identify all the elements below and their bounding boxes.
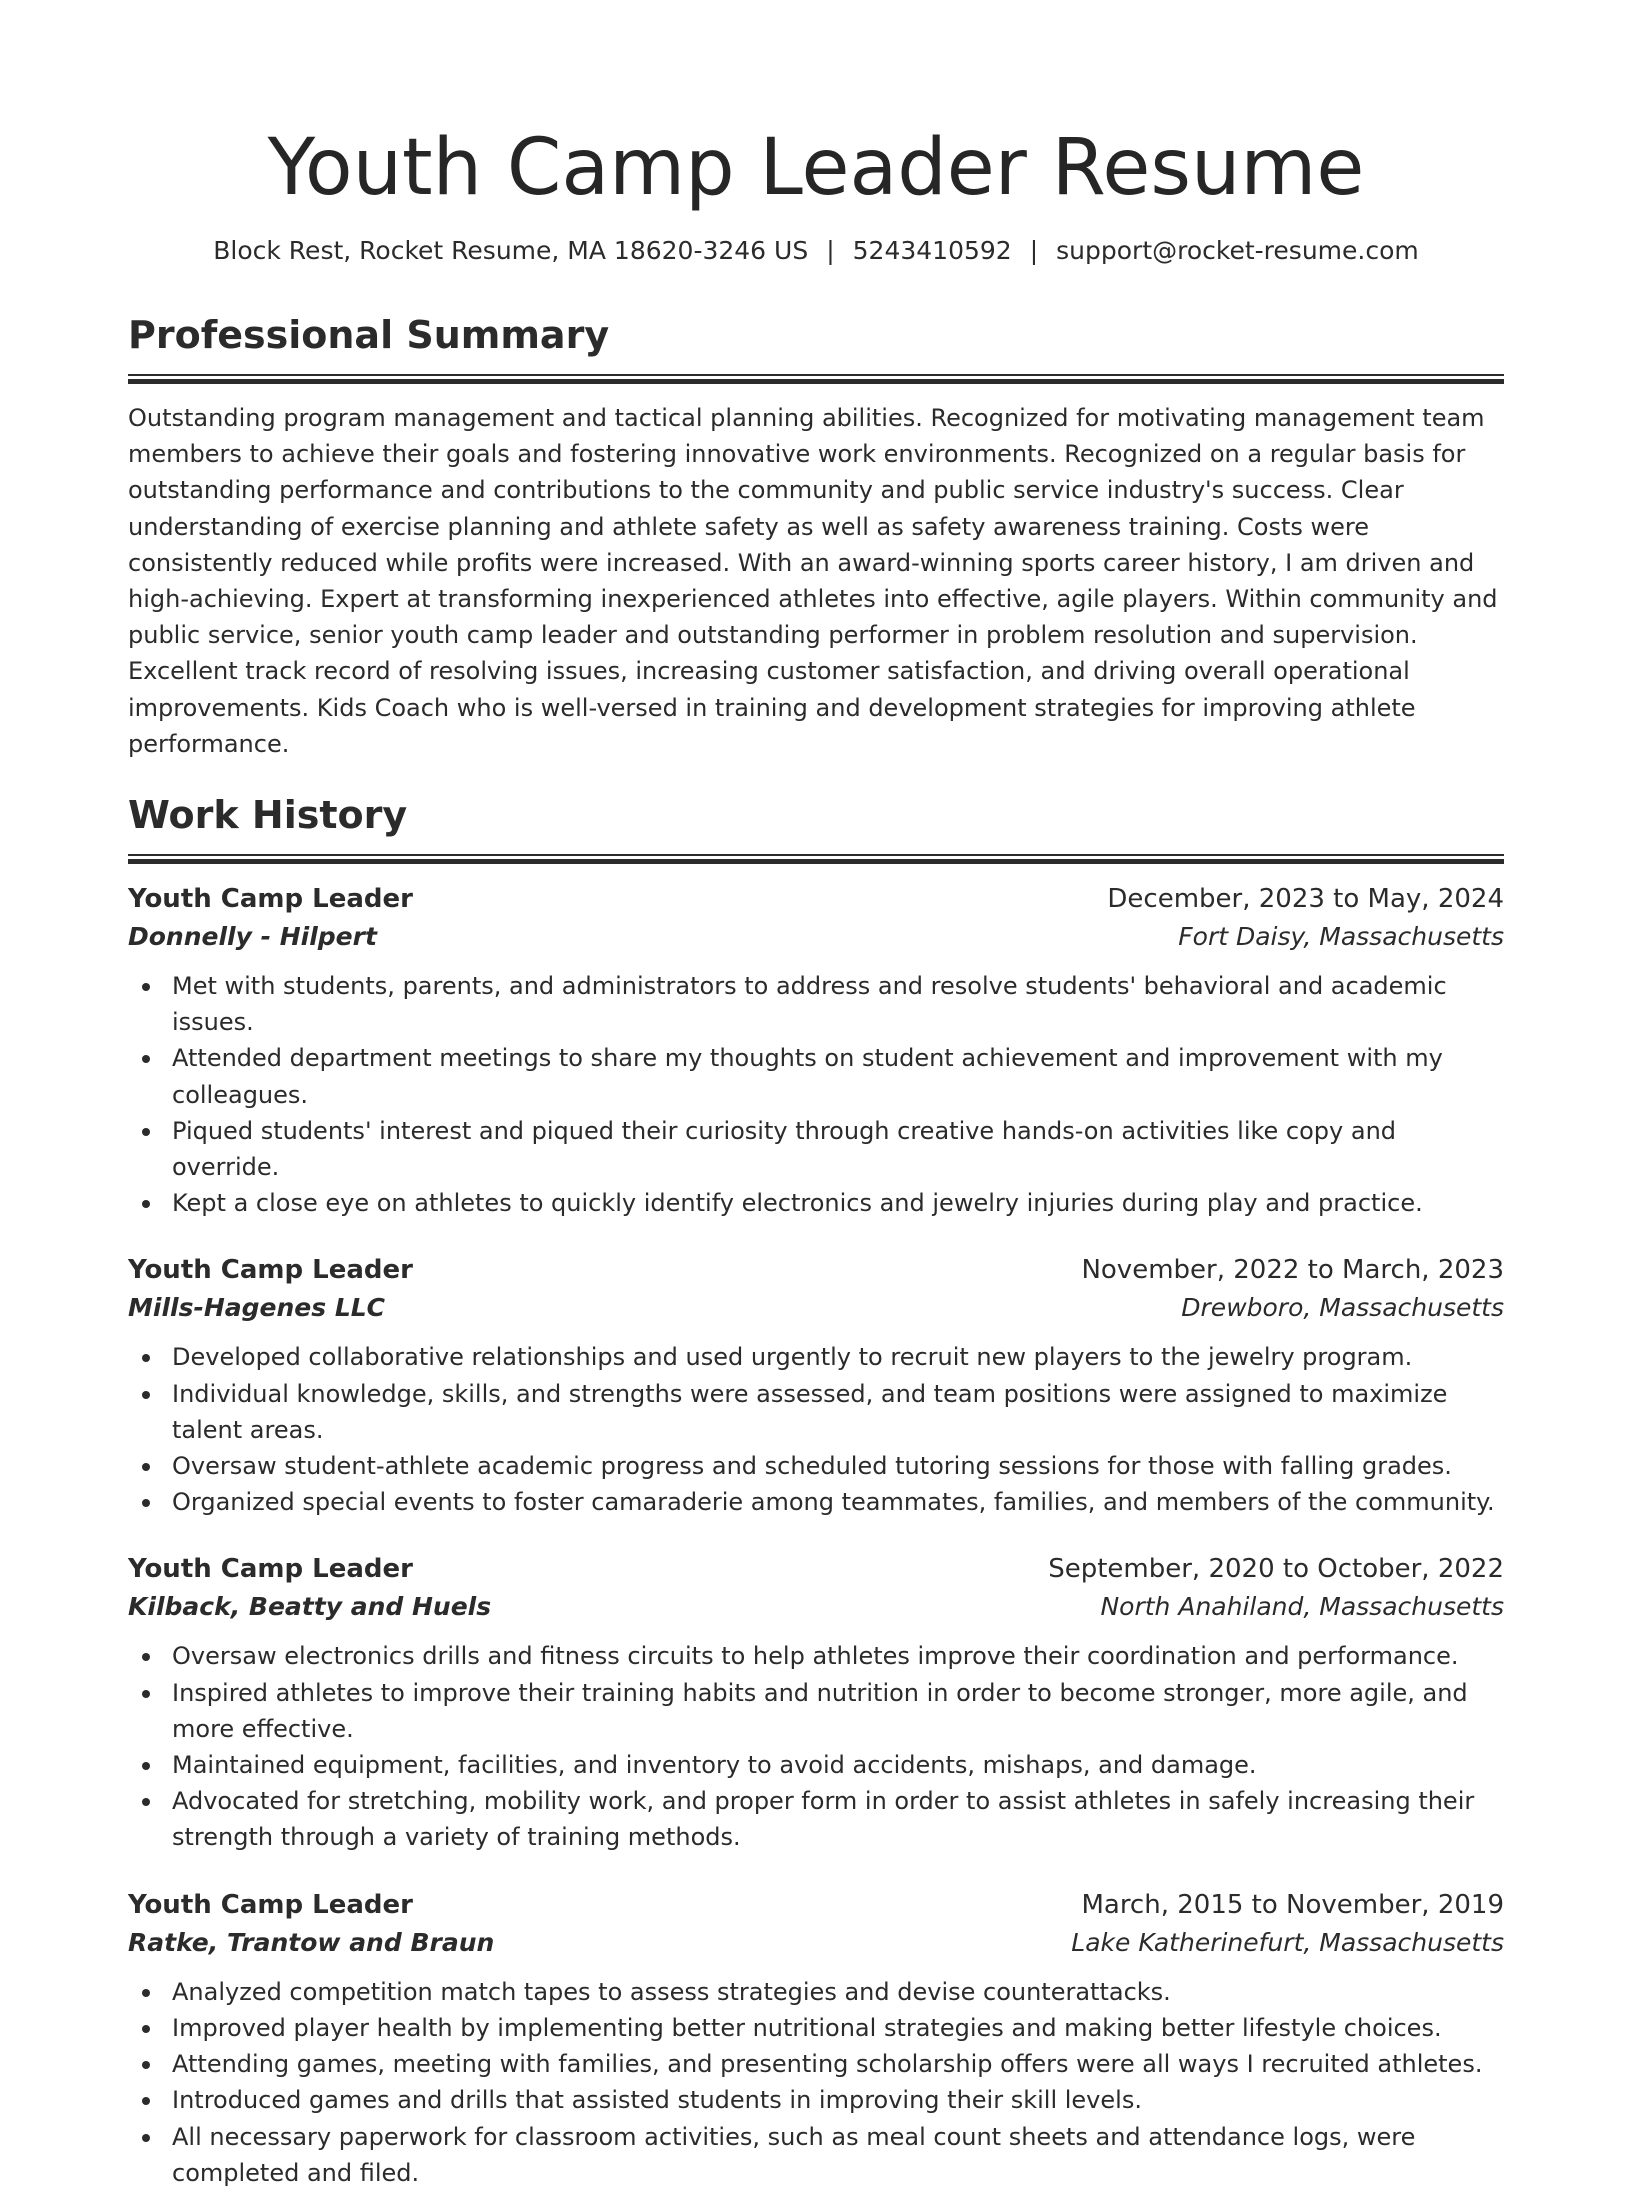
bullet-icon (142, 2061, 150, 2069)
job-bullet-list (128, 1339, 1504, 1520)
job-title: Youth Camp Leader (128, 884, 413, 915)
resume-page (128, 0, 1504, 2191)
bullet-text: Oversaw electronics drills and fitness circuits to help athletes improve their coordination and performance. (172, 1642, 1459, 1671)
list-item (128, 1974, 1504, 2010)
bullet-icon (142, 1798, 150, 1806)
contact-line (128, 234, 1504, 268)
section-heading-work: Work History (128, 793, 408, 838)
job-bullet-list (128, 1638, 1504, 1855)
job-company: Mills-Hagenes LLC (128, 1293, 386, 1323)
bullet-text: Piqued students' interest and piqued their curiosity through creative hands-on activities like copy and override. (172, 1116, 1397, 1182)
bullet-icon (142, 2134, 150, 2142)
bullet-text: Organized special events to foster camaraderie among teammates, families, and members of the community. (172, 1488, 1495, 1517)
job-entry (128, 1550, 1504, 1855)
work-history-section (128, 790, 1504, 2191)
professional-summary-section (128, 310, 1504, 762)
bullet-text: Inspired athletes to improve their training habits and nutrition in order to become stronger, more agile, and more effective. (172, 1678, 1468, 1743)
job-title: Youth Camp Leader (128, 1554, 413, 1585)
bullet-icon (142, 1128, 150, 1136)
list-item (128, 2082, 1504, 2118)
bullet-text: Developed collaborative relationships and used urgently to recruit new players to the jewelry program. (172, 1343, 1413, 1372)
job-bullet-list (128, 1974, 1504, 2191)
bullet-icon (142, 2097, 150, 2105)
bullet-icon (142, 2025, 150, 2033)
list-item (128, 1113, 1504, 1185)
bullet-icon (142, 983, 150, 991)
job-dates: March, 2015 to November, 2019 (1081, 1889, 1504, 1920)
bullet-text: Analyzed competition match tapes to assess strategies and devise counterattacks. (172, 1977, 1171, 2006)
list-item (128, 2010, 1504, 2046)
contact-separator: | (826, 236, 835, 265)
job-location: Lake Katherinefurt, Massachusetts (1071, 1927, 1504, 1957)
bullet-text: Introduced games and drills that assisted students in improving their skill levels. (172, 2086, 1142, 2115)
bullet-icon (142, 1354, 150, 1362)
contact-email: support@rocket-resume.com (1056, 236, 1419, 265)
list-item (128, 968, 1504, 1040)
job-location: Drewboro, Massachusetts (1181, 1293, 1504, 1323)
list-item (128, 2119, 1504, 2191)
contact-address: Block Rest, Rocket Resume, MA 18620-3246 US (213, 236, 809, 265)
job-company: Donnelly - Hilpert (128, 922, 377, 952)
bullet-text: Attended department meetings to share my thoughts on student achievement and improvement with my colleagues. (172, 1044, 1443, 1109)
bullet-icon (142, 1762, 150, 1770)
list-item (128, 1040, 1504, 1112)
bullet-text: Attending games, meeting with families, and presenting scholarship offers were all ways I recruited athletes. (172, 2050, 1483, 2079)
job-dates: September, 2020 to October, 2022 (1048, 1554, 1504, 1585)
bullet-icon (142, 1463, 150, 1471)
list-item (128, 1783, 1504, 1855)
job-bullet-list (128, 968, 1504, 1221)
bullet-text: Kept a close eye on athletes to quickly identify electronics and jewelry injuries during play and practice. (172, 1189, 1423, 1218)
list-item (128, 1747, 1504, 1783)
job-entry (128, 880, 1504, 1221)
bullet-icon (142, 1055, 150, 1063)
list-item (128, 1675, 1504, 1747)
job-title: Youth Camp Leader (128, 1255, 413, 1286)
bullet-text: Individual knowledge, skills, and strengths were assessed, and team positions were assigned to maximize talent areas. (172, 1379, 1448, 1444)
section-divider (128, 374, 1504, 384)
list-item (128, 1339, 1504, 1375)
bullet-icon (142, 1200, 150, 1208)
bullet-text: Oversaw student-athlete academic progress and scheduled tutoring sessions for those with falling grades. (172, 1452, 1452, 1481)
bullet-icon (142, 1653, 150, 1661)
resume-title: Youth Camp Leader Resume (267, 123, 1365, 213)
job-dates: November, 2022 to March, 2023 (1081, 1255, 1504, 1286)
section-heading-summary: Professional Summary (128, 313, 610, 357)
bullet-icon (142, 1989, 150, 1997)
job-location: North Anahiland, Massachusetts (1100, 1592, 1504, 1622)
job-title: Youth Camp Leader (128, 1889, 413, 1920)
list-item (128, 1448, 1504, 1484)
job-company: Kilback, Beatty and Huels (128, 1592, 492, 1622)
bullet-text: All necessary paperwork for classroom activities, such as meal count sheets and attendance logs, were completed and filed. (172, 2122, 1416, 2187)
bullet-icon (142, 1499, 150, 1507)
bullet-text: Advocated for stretching, mobility work, and proper form in order to assist athletes in safely increasing their strength through a variety of training methods. (172, 1787, 1475, 1852)
bullet-text: Maintained equipment, facilities, and inventory to avoid accidents, mishaps, and damage. (172, 1751, 1257, 1780)
list-item (128, 1638, 1504, 1674)
list-item (128, 2046, 1504, 2082)
bullet-icon (142, 1690, 150, 1698)
job-entry (128, 1251, 1504, 1520)
bullet-text: Met with students, parents, and administrators to address and resolve students' behavioral and academic issues. (172, 972, 1447, 1037)
summary-text: Outstanding program management and tactical planning abilities. Recognized for motivating management team members to achieve their goals and fostering innovative work environments. Recognized on a regular basis for outstanding performance and contributions to the community and public service industry's success. Clear understanding of exercise planning and athlete safety as well as safety awareness training. Costs were consistently reduced while profits were increased. With an award-winning sports career history, I am driven and high-achieving. Expert at transforming inexperienced athletes into effective, agile players. Within community and public service, senior youth camp leader and outstanding performer in problem resolution and supervision. Excellent track record of resolving issues, increasing customer satisfaction, and driving overall operational improvements. Kids Coach who is well-versed in training and development strategies for improving athlete performance. (128, 404, 1498, 758)
job-entry (128, 1886, 1504, 2191)
job-location: Fort Daisy, Massachusetts (1178, 922, 1504, 952)
contact-separator: | (1029, 236, 1039, 265)
section-divider (128, 854, 1504, 864)
list-item (128, 1185, 1504, 1221)
bullet-icon (142, 1391, 150, 1399)
job-company: Ratke, Trantow and Braun (128, 1927, 495, 1957)
list-item (128, 1484, 1504, 1520)
list-item (128, 1376, 1504, 1448)
job-dates: December, 2023 to May, 2024 (1107, 884, 1504, 915)
bullet-text: Improved player health by implementing better nutritional strategies and making better lifestyle choices. (172, 2013, 1442, 2042)
contact-phone: 5243410592 (852, 236, 1012, 265)
